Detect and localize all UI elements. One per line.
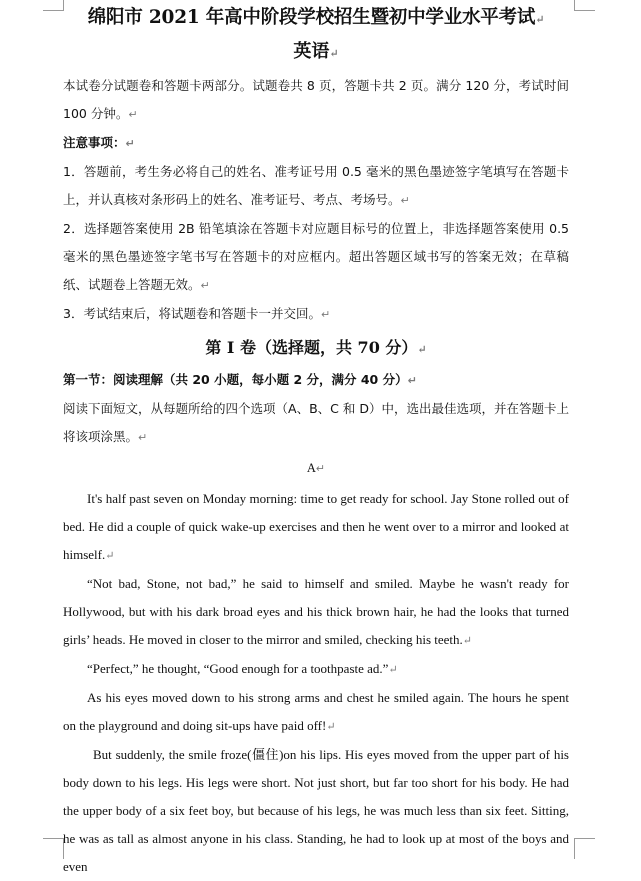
notice-item: 3．考试结束后，将试题卷和答题卡一并交回。↵ (63, 306, 331, 321)
section-one-title: 第一节：阅读理解（共 20 小题，每小题 2 分，满分 40 分）↵ (63, 372, 417, 387)
crop-mark-bottom-left (43, 838, 64, 859)
exam-title: 绵阳市 2021 年高中阶段学校招生暨初中学业水平考试↵ (87, 7, 545, 28)
passage-paragraph: “Not bad, Stone, not bad,” he said to himself and smiled. Maybe he wasn't ready for Hollywood, but with his dark broad eyes and his thick brown hair, he had the looks that turned girls’ heads. He moved in closer to the mirror and smiled, checking his teeth.↵ (63, 576, 569, 647)
crop-mark-top-right (574, 0, 595, 11)
passage-paragraph: It's half past seven on Monday morning: time to get ready for school. Jay Stone rolled out of bed. He did a couple of quick wake-up exercises and then he went over to a mirror and looked at himself.↵ (63, 491, 569, 562)
passage-paragraph: But suddenly, the smile froze(僵住)on his lips. His eyes moved from the upper part of his body down to his legs. His legs were short. Not just short, but far too short for his body. He had the upper body of a six feet boy, but because of his legs, he was much less than six feet. Sitting, he was as tall as almost anyone in his class. Standing, he had to look up at most of the boys and even (63, 747, 569, 874)
part-one-title: 第 I 卷（选择题，共 70 分）↵ (205, 338, 427, 357)
document-page (63, 4, 569, 881)
passage-paragraph: As his eyes moved down to his strong arms and chest he smiled again. The hours he spent on the playground and doing sit-ups have paid off!↵ (63, 690, 569, 733)
passage-label: A↵ (306, 461, 326, 475)
subject-title: 英语↵ (293, 41, 339, 62)
crop-mark-bottom-right (574, 838, 595, 859)
notice-heading: 注意事项：↵ (63, 135, 135, 150)
exam-intro: 本试卷分试题卷和答题卡两部分。试题卷共 8 页，答题卡共 2 页。满分 120 分，考试时间 100 分钟。↵ (63, 78, 569, 121)
notice-item: 2．选择题答案使用 2B 铅笔填涂在答题卡对应题目标号的位置上，非选择题答案使用 0.5 毫米的黑色墨迹签字笔书写在答题卡的对应框内。超出答题区域书写的答案无效；在草稿纸、试题卷上答题无效。↵ (63, 221, 570, 292)
crop-mark-top-left (43, 0, 64, 11)
reading-instruction: 阅读下面短文，从每题所给的四个选项（A、B、C 和 D）中，选出最佳选项，并在答题卡上将该项涂黑。↵ (63, 401, 569, 444)
passage-paragraph: “Perfect,” he thought, “Good enough for a toothpaste ad.”↵ (87, 661, 398, 676)
notice-item: 1．答题前，考生务必将自己的姓名、准考证号用 0.5 毫米的黑色墨迹签字笔填写在答题卡上，并认真核对条形码上的姓名、准考证号、考点、考场号。↵ (63, 164, 570, 207)
